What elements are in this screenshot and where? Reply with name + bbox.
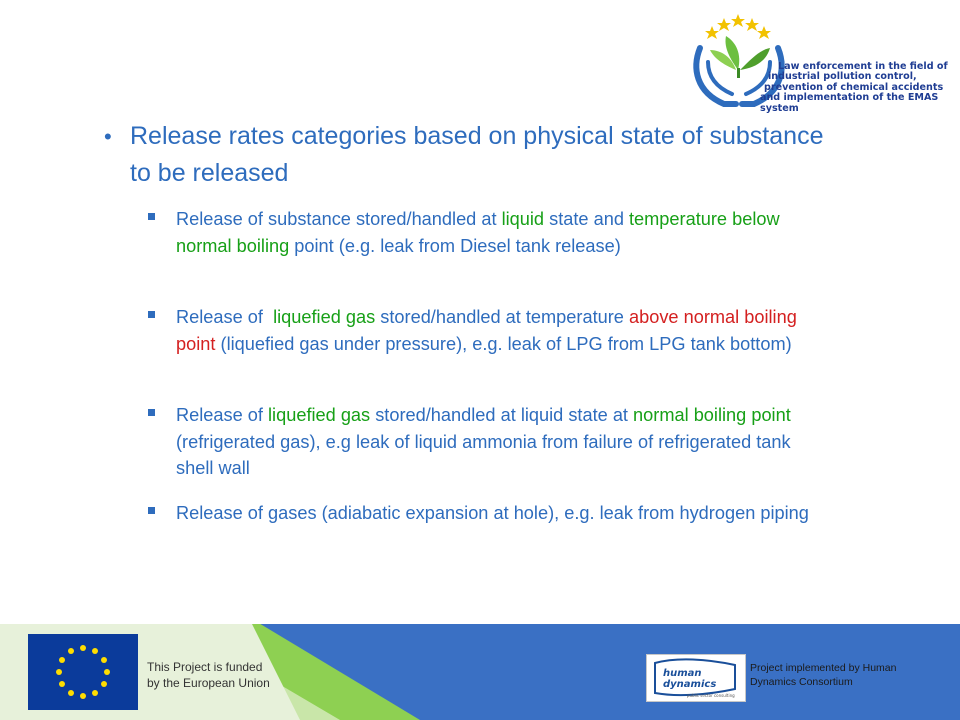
text-segment: state and bbox=[544, 209, 629, 229]
text-segment: (refrigerated gas), e.g leak of liquid ammonia from failure of refrigerated tank shell wall bbox=[176, 431, 791, 478]
text-segment: stored/handled at temperature bbox=[375, 307, 629, 327]
bullet-dot-icon: • bbox=[104, 124, 112, 149]
sub-bullet-text bbox=[176, 304, 826, 357]
highlight-segment: liquefied gas bbox=[268, 405, 371, 425]
text-segment: (liquefied gas under pressure), e.g. leak of LPG from LPG tank bottom) bbox=[215, 333, 792, 354]
logo-caption-line: prevention of chemical accidents bbox=[764, 81, 944, 93]
text-segment: point (e.g. leak from Diesel tank release) bbox=[289, 235, 621, 256]
highlight-segment: liquid bbox=[501, 209, 545, 229]
logo-caption-line: and implementation of the EMAS system bbox=[760, 92, 939, 114]
logo-caption-line: industrial pollution control, bbox=[768, 71, 917, 83]
implemented-line: Project implemented by Human bbox=[750, 662, 897, 674]
warning-segment: above normal boiling point bbox=[176, 307, 797, 354]
highlight-segment: temperature below normal boiling bbox=[176, 209, 780, 256]
footer-bar bbox=[0, 624, 960, 720]
text-segment: Release of bbox=[176, 307, 274, 327]
implemented-line: Dynamics Consortium bbox=[750, 676, 853, 688]
funded-line: by the European Union bbox=[147, 676, 270, 690]
square-bullet-icon bbox=[148, 213, 155, 220]
text-segment: Release of bbox=[176, 405, 269, 425]
sub-bullet-text bbox=[176, 206, 826, 259]
highlight-segment: liquefied gas bbox=[273, 307, 376, 327]
funded-line: This Project is funded bbox=[147, 660, 263, 674]
implemented-by-text bbox=[750, 661, 896, 689]
square-bullet-icon bbox=[148, 311, 155, 318]
hd-logo-word: dynamics bbox=[663, 679, 717, 690]
hd-logo-word: human bbox=[663, 668, 702, 679]
text-segment: stored/handled at liquid state at bbox=[370, 405, 634, 425]
square-bullet-icon bbox=[148, 507, 155, 514]
sub-bullet-text bbox=[176, 500, 826, 527]
main-bullet-text: Release rates categories based on physical state of substance to be released bbox=[130, 122, 824, 187]
logo-caption-line: Law enforcement in the field of bbox=[778, 61, 948, 72]
eu-flag-icon bbox=[28, 634, 138, 710]
highlight-segment: normal boiling point bbox=[633, 405, 791, 425]
hd-logo-tagline: public sector consulting bbox=[687, 693, 735, 698]
human-dynamics-logo bbox=[646, 654, 746, 702]
square-bullet-icon bbox=[148, 409, 155, 416]
funded-by-eu-text bbox=[147, 659, 270, 691]
text-segment: Release of gases (adiabatic expansion at hole), e.g. leak from hydrogen piping bbox=[176, 503, 809, 523]
text-segment: Release of substance stored/handled at bbox=[176, 209, 502, 229]
sub-bullet-text bbox=[176, 402, 826, 482]
